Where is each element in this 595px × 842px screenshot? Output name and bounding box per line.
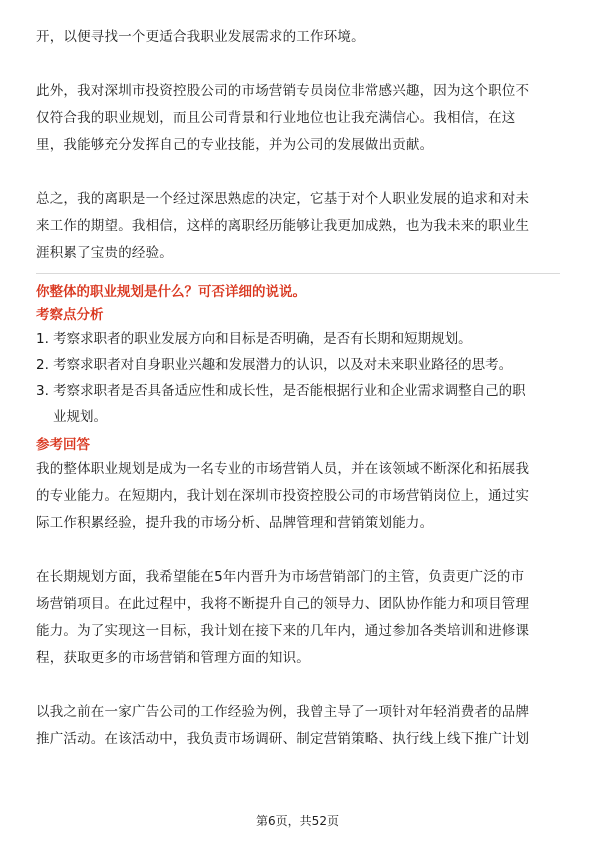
text-line: 以我之前在一家广告公司的工作经验为例，我曾主导了一项针对年轻消费者的品牌 (36, 704, 530, 720)
analysis-list (36, 326, 560, 430)
text-line: 的专业能力。在短期内，我计划在深圳市投资控股公司的市场营销岗位上，通过实 (36, 488, 530, 504)
text-line: 我的整体职业规划是成为一名专业的市场营销人员，并在该领域不断深化和拓展我 (36, 461, 530, 477)
analysis-item-continuation: 业规划。 (53, 409, 107, 425)
intro-paragraph-2 (36, 78, 560, 159)
analysis-item: 3. 考察求职者是否具备适应性和成长性，是否能根据行业和企业需求调整自己的职 (36, 383, 526, 399)
answer-paragraph-1 (36, 456, 560, 537)
answer-paragraph-3 (36, 699, 560, 753)
analysis-item: 1. 考察求职者的职业发展方向和目标是否明确，是否有长期和短期规划。 (36, 331, 472, 347)
text-line: 际工作积累经验，提升我的市场分析、品牌管理和营销策划能力。 (36, 515, 434, 531)
text-line: 能力。为了实现这一目标，我计划在接下来的几年内，通过参加各类培训和进修课 (36, 623, 530, 639)
text-line: 里，我能够充分发挥自己的专业技能，并为公司的发展做出贡献。 (36, 137, 434, 153)
analysis-title: 考察点分析 (36, 307, 104, 323)
page-number: 第6页，共52页 (256, 814, 339, 828)
text-line: 在长期规划方面，我希望能在5年内晋升为市场营销部门的主管，负责更广泛的市 (36, 569, 525, 585)
text-line: 场营销项目。在此过程中，我将不断提升自己的领导力、团队协作能力和项目管理 (36, 596, 530, 612)
text-line: 程，获取更多的市场营销和管理方面的知识。 (36, 650, 310, 666)
text-line: 仅符合我的职业规划，而且公司背景和行业地位也让我充满信心。我相信，在这 (36, 110, 516, 126)
text-line: 开，以便寻找一个更适合我职业发展需求的工作环境。 (36, 29, 365, 45)
text-line: 推广活动。在该活动中，我负责市场调研、制定营销策略、执行线上线下推广计划 (36, 731, 530, 747)
answer-title: 参考回答 (36, 437, 90, 453)
text-line: 此外，我对深圳市投资控股公司的市场营销专员岗位非常感兴趣，因为这个职位不 (36, 83, 530, 99)
document-page (36, 24, 560, 753)
analysis-item: 2. 考察求职者对自身职业兴趣和发展潜力的认识，以及对未来职业路径的思考。 (36, 357, 513, 373)
text-line: 来工作的期望。我相信，这样的离职经历能够让我更加成熟，也为我未来的职业生 (36, 218, 530, 234)
interview-question: 你整体的职业规划是什么？可否详细的说说。 (36, 284, 306, 300)
intro-paragraph-1 (36, 24, 560, 51)
section-divider (36, 273, 560, 274)
text-line: 总之，我的离职是一个经过深思熟虑的决定，它基于对个人职业发展的追求和对未 (36, 191, 530, 207)
intro-paragraph-3 (36, 186, 560, 267)
text-line: 涯积累了宝贵的经验。 (36, 245, 173, 261)
answer-paragraph-2 (36, 564, 560, 672)
